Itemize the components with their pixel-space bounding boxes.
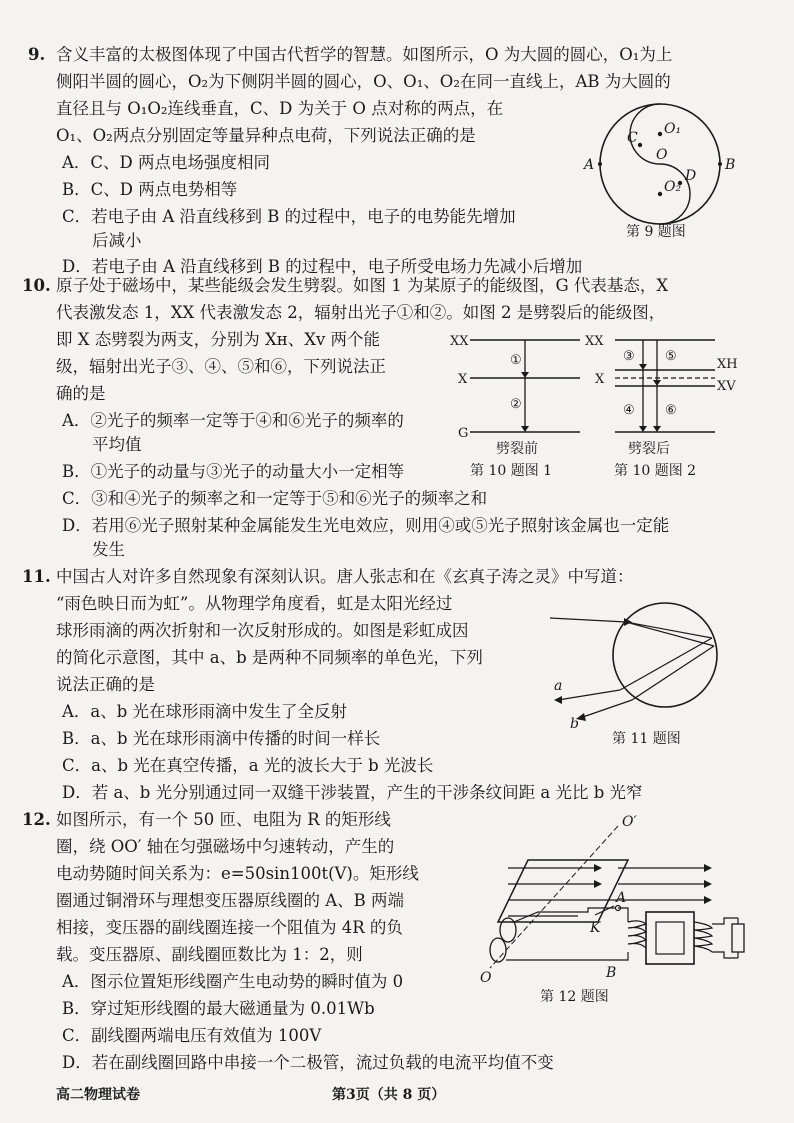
footer-exam-title: 高二物理试卷 [56,1087,140,1103]
q12-label-a: A [616,890,627,906]
q9-label-b: B [725,157,736,173]
q10-f2-photon-5: ⑤ [665,349,677,364]
q9-line-4: O₁、O₂两点分别固定等量异种点电荷，下列说法正确的是 [56,126,476,145]
q10-f2-photon-3: ③ [623,349,635,364]
q12-option-a: A．图示位置矩形线圈产生电动势的瞬时值为 0 [62,972,404,991]
q9-option-d: D．若电子由 A 沿直线移到 B 的过程中，电子所受电场力先减小后增加 [62,257,583,276]
footer-page-number: 第3页（共 8 页） [332,1087,446,1103]
q12-line-2: 圈，绕 OO′ 轴在匀强磁场中匀速转动，产生的 [56,837,395,856]
q10-line-1: 原子处于磁场中，某些能级会发生劈裂。如图 1 为某原子的能级图，G 代表基态，X [56,276,669,295]
q10-f2-photon-6: ⑥ [665,403,677,418]
q10-f2-level-xv: XV [717,379,736,394]
q9-label-c: C [627,130,638,146]
q12-line-1: 如图所示，有一个 50 匝、电阻为 R 的矩形线 [56,810,391,829]
q9-label-d: D [685,168,697,184]
q12-option-d: D．若在副线圈回路中串接一个二极管，流过负载的电流平均值不变 [62,1053,554,1072]
q12-option-b: B．穿过矩形线圈的最大磁通量为 0.01Wb [62,999,375,1018]
q10-f1-level-xx: XX [450,334,469,349]
q9-label-o2: O₂ [664,179,682,195]
q10-option-d: D．若用⑥光子照射某种金属能发生光电效应，则用④或⑤光子照射该金属也一定能 [62,516,670,535]
q12-label-o-prime: O′ [622,814,637,830]
q10-option-d-cont: 发生 [92,540,125,559]
q10-option-a-cont: 平均值 [92,435,142,454]
q9-option-b: B．C、D 两点电势相等 [62,180,238,199]
q9-line-1: 含义丰富的太极图体现了中国古代哲学的智慧。如图所示，O 为大圆的圆心，O₁为上 [56,45,673,64]
q10-line-3: 即 X 态劈裂为两支，分别为 Xн、Xv 两个能 [56,330,381,349]
q10-f1-photon-1: ① [510,353,522,368]
q11-option-a: A．a、b 光在球形雨滴中发生了全反射 [62,702,348,721]
q11-label-b: b [570,716,579,730]
q12-label-k: K [590,920,601,936]
q9-label-o: O [656,147,668,163]
q10-f1-photon-2: ② [510,397,522,412]
q12-generator-transformer-figure [468,812,758,987]
q11-option-c: C．a、b 光在真空传播，a 光的波长大于 b 光波长 [62,756,434,775]
q10-f2-level-x: X [595,372,605,387]
q10-figure2-sub: 劈裂后 [628,441,670,457]
q11-rainbow-figure [540,600,740,730]
q12-line-6: 载。变压器原、副线圈匝数比为 1：2，则 [56,945,363,964]
q11-line-2: “雨色映日而为虹”。从物理学角度看，虹是太阳光经过 [56,594,453,613]
q9-option-a: A．C、D 两点电场强度相同 [62,153,271,172]
q11-figure-caption: 第 11 题图 [612,731,681,747]
q12-label-o: O [480,970,492,986]
q9-label-a: A [584,157,595,173]
q12-line-5: 相接，变压器的副线圈连接一个阻值为 4R 的负 [56,918,403,937]
q10-line-2: 代表激发态 1，XX 代表激发态 2，辐射出光子①和②。如图 2 是劈裂后的能级图， [56,303,666,322]
question-12-number: 12. [22,810,51,829]
q12-option-c: C．副线圈两端电压有效值为 100V [62,1026,322,1045]
q11-line-1: 中国古人对许多自然现象有深刻认识。唐人张志和在《玄真子涛之灵》中写道： [56,567,634,586]
q11-label-a: a [554,678,563,694]
q10-figure1-sub: 劈裂前 [496,441,538,457]
q9-option-c-cont: 后减小 [92,231,142,250]
q10-figure2-caption: 第 10 题图 2 [614,463,697,479]
q9-option-c: C．若电子由 A 沿直线移到 B 的过程中，电子的电势能先增加 [62,207,516,226]
question-9-number: 9. [28,45,46,64]
q10-f2-level-xx: XX [585,334,604,349]
q10-energy-level-figure-1 [450,328,590,458]
q10-energy-level-figure-2 [585,328,760,458]
question-10-number: 10. [22,276,51,295]
q10-f1-level-g: G [458,426,469,441]
q10-figure1-caption: 第 10 题图 1 [470,463,553,479]
q11-option-d: D．若 a、b 光分别通过同一双缝干涉装置，产生的干涉条纹间距 a 光比 b 光窄 [62,783,643,802]
q10-f1-level-x: X [458,372,468,387]
q11-option-b: B．a、b 光在球形雨滴中传播的时间一样长 [62,729,381,748]
q10-line-4: 级，辐射出光子③、④、⑤和⑥，下列说法正 [56,357,386,376]
q10-option-b: B．①光子的动量与③光子的动量大小一定相等 [62,462,405,481]
q10-option-a: A．②光子的频率一定等于④和⑥光子的频率的 [62,411,404,430]
q10-f2-photon-4: ④ [623,403,635,418]
q11-line-3: 球形雨滴的两次折射和一次反射形成的。如图是彩虹成因 [56,621,469,640]
q9-figure-caption: 第 9 题图 [626,224,686,240]
q9-line-3: 直径且与 O₁O₂连线垂直，C、D 为关于 O 点对称的两点，在 [56,99,504,118]
q12-label-b: B [606,965,617,981]
q10-line-5: 确的是 [56,384,106,403]
q10-option-c: C．③和④光子的频率之和一定等于⑤和⑥光子的频率之和 [62,489,488,508]
q11-line-4: 的简化示意图，其中 a、b 是两种不同频率的单色光，下列 [56,648,483,667]
q9-label-o1: O₁ [664,121,682,137]
q10-f2-level-xh: XH [717,357,738,372]
q12-figure-caption: 第 12 题图 [540,989,609,1005]
q12-line-4: 圈通过铜滑环与理想变压器原线圈的 A、B 两端 [56,891,405,910]
q11-line-5: 说法正确的是 [56,675,155,694]
question-11-number: 11. [22,567,51,586]
q9-line-2: 侧阳半圆的圆心，O₂为下侧阴半圆的圆心，O、O₁、O₂在同一直线上，AB 为大圆的 [56,72,671,91]
q12-line-3: 电动势随时间关系为：e=50sin100t(V)。矩形线 [56,864,419,883]
